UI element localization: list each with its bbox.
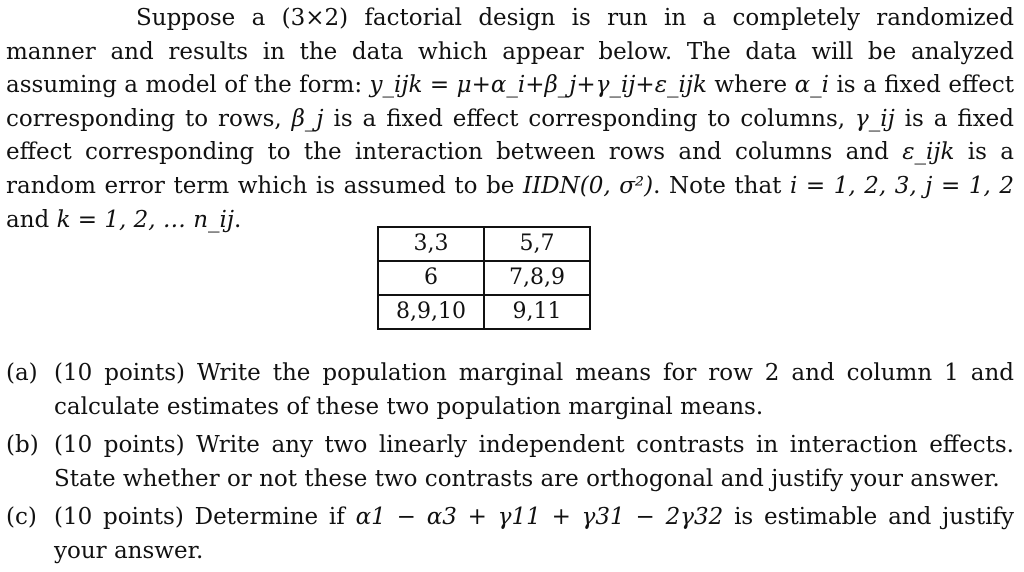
intro-text-3: is a fixed effect corresponding to rows, xyxy=(6,72,1015,132)
part-b xyxy=(6,428,1014,496)
table-cell: 3,3 xyxy=(378,227,484,261)
table-row xyxy=(378,261,590,295)
part-a xyxy=(6,356,1014,424)
part-text: is estimable and justify your answer. xyxy=(54,504,1014,564)
part-text: (10 points) Write the population marginal means for row 2 and column 1 and calculate estimates of these two population marginal means. xyxy=(54,360,1014,420)
table-cell: 5,7 xyxy=(484,227,590,261)
table-cell: 8,9,10 xyxy=(378,295,484,329)
table-row xyxy=(378,295,590,329)
intro-text-2: where xyxy=(706,72,795,99)
gamma-symbol: γ_ij xyxy=(854,105,895,132)
beta-symbol: β_j xyxy=(291,105,324,132)
part-label: (b) xyxy=(6,432,39,458)
table-cell: 7,8,9 xyxy=(484,261,590,295)
contrast-expression: α1 − α3 + γ11 + γ31 − 2γ32 xyxy=(355,504,724,530)
intro-text-7: . Note that xyxy=(653,172,790,199)
model-formula: y_ijk = μ+α_i+β_j+γ_ij+ε_ijk xyxy=(369,72,707,99)
table-cell: 6 xyxy=(378,261,484,295)
intro-text-6: is a random error term which is assumed to be xyxy=(6,139,1014,199)
intro-text-8: and xyxy=(6,206,57,233)
intro-text-5: is a fixed effect corresponding to the interaction between rows and columns and xyxy=(6,105,1014,166)
part-text: (10 points) Determine if xyxy=(54,504,356,530)
part-text: (10 points) Write any two linearly independent contrasts in interaction effects. State whether or not these two contrasts are orthogonal and justify your answer. xyxy=(54,432,1014,492)
intro-text-9: . xyxy=(234,206,242,233)
index-range-ij: i = 1, 2, 3, j = 1, 2 xyxy=(789,172,1014,199)
intro-text-4: is a fixed effect corresponding to columns, xyxy=(323,105,855,132)
part-c xyxy=(6,500,1014,568)
data-table xyxy=(377,226,591,330)
question-parts xyxy=(6,356,1014,572)
intro-text-1: Suppose a (3×2) factorial design is run in a completely randomized manner and results in the data which appear below. The data will be analyzed assuming a model of the form: xyxy=(6,5,1014,99)
part-label: (a) xyxy=(6,360,38,386)
alpha-symbol: α_i xyxy=(794,72,829,99)
part-label: (c) xyxy=(6,504,37,530)
table-row xyxy=(378,227,590,261)
problem-intro xyxy=(6,2,1014,237)
iidn-distribution: IIDN(0, σ²) xyxy=(522,172,654,199)
epsilon-symbol: ε_ijk xyxy=(902,139,955,166)
index-range-k: k = 1, 2, … n_ij xyxy=(56,206,235,233)
table-cell: 9,11 xyxy=(484,295,590,329)
